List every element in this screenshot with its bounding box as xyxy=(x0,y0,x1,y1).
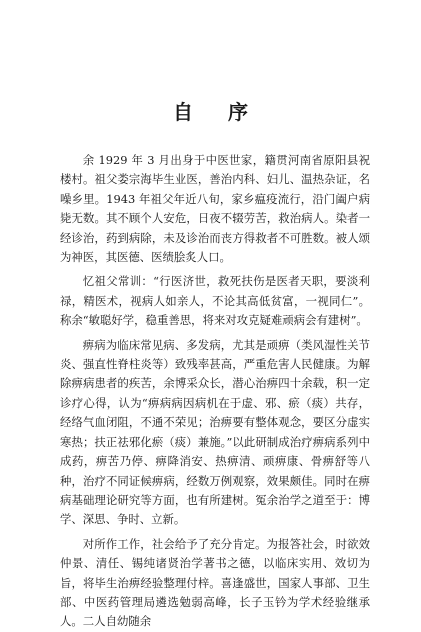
page-title: 自 序 xyxy=(173,100,262,124)
paragraph-3: 痹病为临床常见病、多发病，尤其是顽痹（类风湿性关节炎、强直性脊柱炎等）致残率甚高，严重危害人民健康。为解除痹病患者的疾苦，余博采众长，潜心治痹四十余载，积一定诊疗心得，认为“痹病病因病机在于虚、邪、瘀（痰）共存，经络气血闭阻，不通不荣见；治痹要有整体观念，要区分虚实寒热；扶正祛邪化瘀（痰）兼施。”以此研制成治疗痹病系列中成药，痹苦乃停、痹降消安、热痹清、顽痹康、骨痹舒等八种，治疗不同证候痹病，经数万例观察，效果颇佳。同时在痹病基础理论研究等方面，也有所建树。冤余治学之道至于：博学、深思、争时、立新。 xyxy=(60,337,370,527)
body-text xyxy=(60,151,370,632)
paragraph-1: 余 1929 年 3 月出身于中医世家，籍贯河南省原阳县祝楼村。祖父娄宗海毕生业医，善治内科、妇儿、温热杂证，名噪乡里。1943 年祖父年近八旬，家乡瘟疫流行，沿门阖户病毙无数。其不顾个人安危，日夜不辍劳苦，救治病人。染者一经诊治，药到病除，未及诊治而丧方得救者不可胜数。被人颂为神医，其医德、医绩脍炙人口。 xyxy=(60,153,370,265)
paragraph-2: 忆祖父常训：“行医济世，救死扶伤是医者天职，要淡利禄，精医术，视病人如亲人，不论其高低贫富，一视同仁”。称余“敏聪好学，稳重善思，将来对攻克疑难顽病会有建树”。 xyxy=(60,274,370,328)
paragraph-4: 对所作工作，社会给予了充分肯定。为报答社会，时欲效仲景、清任、锡纯诸贤治学著书之德，以临床实用、效切为旨，将毕生治痹经验整理付梓。喜逢盛世，国家人事部、卫生部、中医药管理局遴选勉弱高峰，长子玉钤为学术经验继承人。二人自幼随余 xyxy=(60,536,370,629)
